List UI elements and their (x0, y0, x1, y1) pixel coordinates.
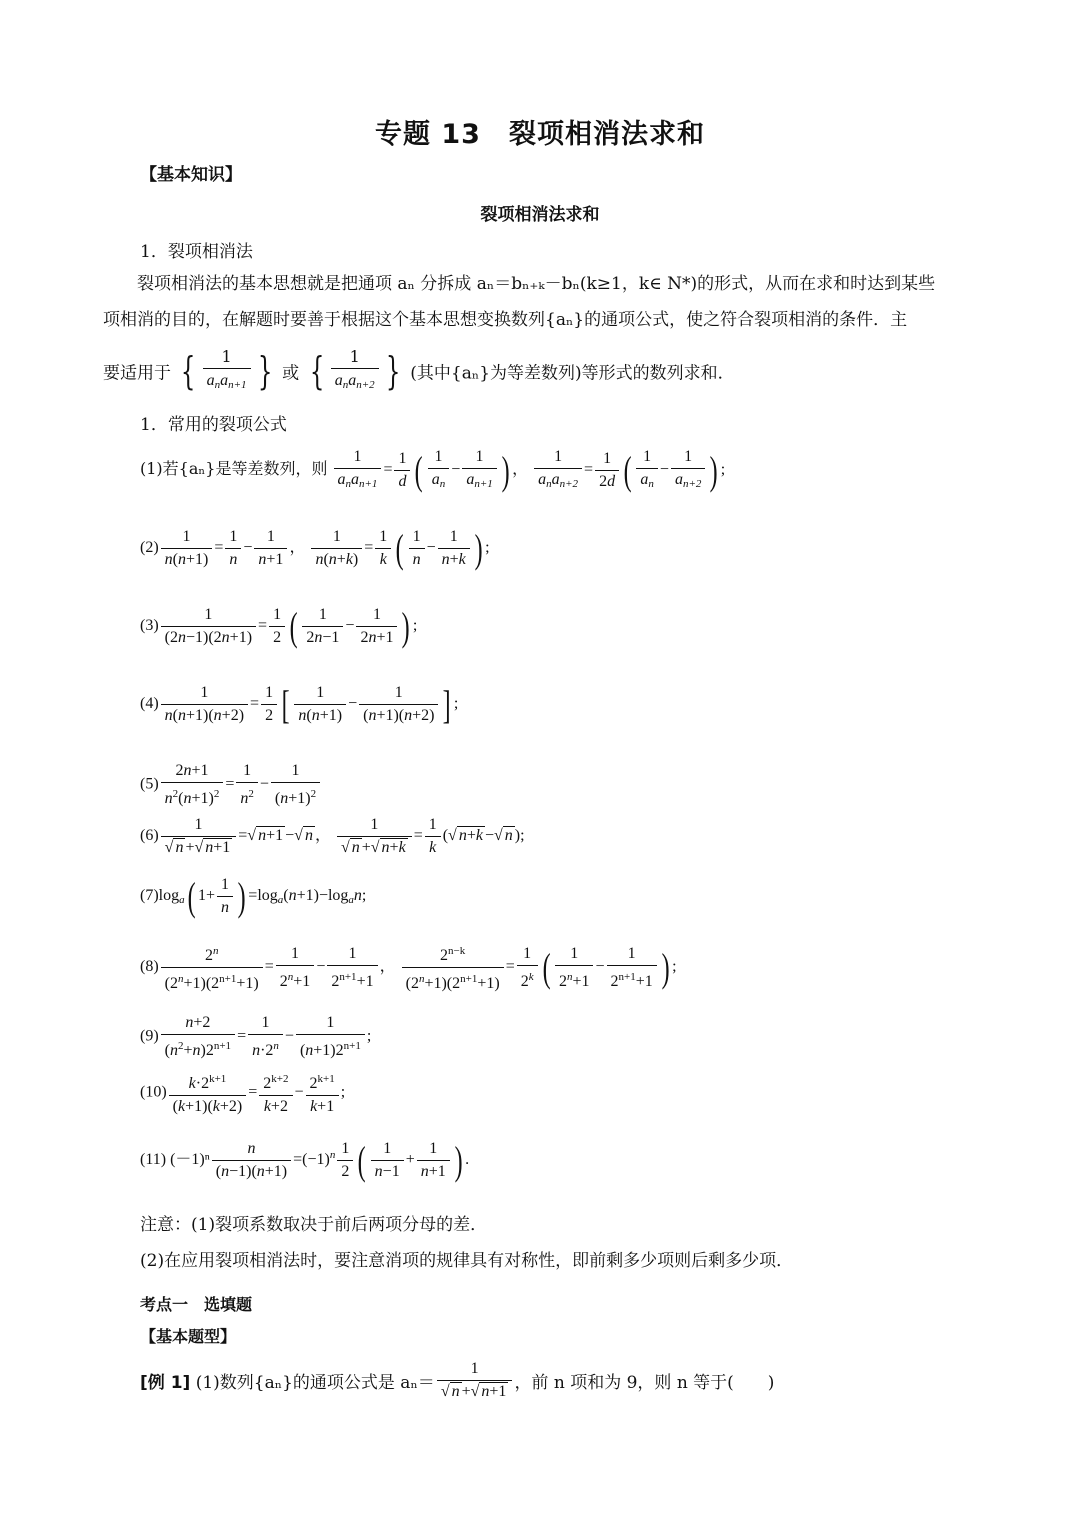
formula-4-label: (4) (140, 695, 159, 713)
intro-line-1: 裂项相消法的基本思想就是把通项 aₙ 分拆成 aₙ＝bₙ₊ₖ－bₙ(k≥1，k∈ N*)的形式，从而在求和时达到某些 (137, 274, 936, 294)
formula-11: (11) (－1)ⁿ $\frac{n}{(n-1)(n+1)}$ $=(-1)^n$ $\frac{1}{2}$ ( $\frac{1}{n-1}$ + $\frac{1}{n+1}$ ) . (140, 1137, 470, 1183)
intro-paragraph (103, 266, 979, 338)
example-label: [例 1] (140, 1373, 191, 1393)
page-title: 专题 13 裂项相消法求和 (375, 119, 705, 150)
formula-2: (2) $\frac{1}{n(n+1)}$ = $\frac{1}{n}$ − $\frac{1}{n+1}$ ， $\frac{1}{n(n+k)}$ = $\frac{1}{k}$ ( $\frac{1}{n}$ − $\frac{1}{n+k}$ ) ; (140, 525, 490, 571)
intro-line-3-pre: 要适用于 (103, 363, 171, 384)
formula-5-label: (5) (140, 775, 159, 793)
intro-line-3-post: (其中{aₙ}为等差数列)等形式的数列求和． (410, 363, 735, 384)
formula-10-label: (10) (140, 1083, 167, 1101)
heading-method: 1．裂项相消法 (140, 242, 253, 262)
formula-6: (6) $\frac{1}{√ n +√ n+1}$ =√ n+1 −√ n ， $\frac{1}{√ n +√ n+k}$ = $\frac{1}{k}$ (√ n+k −√ n ); (140, 816, 525, 856)
formula-6-label: (6) (140, 827, 159, 845)
formula-1: (1)若{aₙ}是等差数列，则 $\frac{1}{a_na_{n+1}}$ = $\frac{1}{d}$ ( $\frac{1}{a_n}$ − $\frac{1}{a_{n+1}}$ ) ， $\frac{1}{a_na_{n+2}}$ = $\frac{1}{2d}$ ( $\frac{1}{a_n}$ − $\frac{1}{a_{n+2}}$ ) ; (140, 447, 726, 493)
formula-10: (10) $\frac{k\cdot 2^{k+1}}{(k+1)(k+2)}$ = $\frac{2^{k+2}}{k+2}$ − $\frac{2^{k+1}}{k+1}$ ; (140, 1068, 345, 1118)
formula-8: (8) $\frac{2^n}{(2^n+1)(2^{n+1}+1)}$ = $\frac{1}{2^n+1}$ − $\frac{1}{2^{n+1}+1}$ ， $\frac{2^{n-k}}{(2^n+1)(2^{n+1}+1)}$ = $\frac{1}{2^k}$ ( $\frac{1}{2^n+1}$ − $\frac{1}{2^{n+1}+1}$ ) ; (140, 940, 677, 995)
formula-5: (5) $\frac{2n+1}{n^2(n+1)^2}$ = $\frac{1}{n^2}$ − $\frac{1}{(n+1)^2}$ (140, 760, 322, 810)
note-2: (2)在应用裂项相消法时，要注意消项的规律具有对称性，即前剩多少项则后剩多少项． (140, 1251, 794, 1271)
example-text-a: (1)数列{aₙ}的通项公式是 aₙ＝ (195, 1373, 435, 1393)
formula-3-label: (3) (140, 617, 159, 635)
section-label: 【基本知识】 (140, 165, 242, 185)
section-subtitle: 裂项相消法求和 (480, 205, 600, 225)
formula-2-label: (2) (140, 539, 159, 557)
formula-3: (3) $\frac{1}{(2n-1)(2n+1)}$ = $\frac{1}{2}$ ( $\frac{1}{2n-1}$ − $\frac{1}{2n+1}$ ) ; (140, 603, 418, 649)
formula-fraction: $\frac{1}{a_na_{n+2}}$ (331, 346, 379, 396)
formula-9-label: (9) (140, 1027, 159, 1045)
example-1: [例 1] (1)数列{aₙ}的通项公式是 aₙ＝ $\frac{1}{√ n +√ n+1}$ ，前 n 项和为 9，则 n 等于( ) (140, 1360, 775, 1400)
intro-line-2: 项相消的目的，在解题时要善于根据这个基本思想变换数列{aₙ}的通项公式，使之符合裂项相消的条件．主 (103, 310, 908, 330)
formula-11-label: (11) (－1)ⁿ (140, 1151, 210, 1169)
note-1: 注意：(1)裂项系数取决于前后两项分母的差． (140, 1215, 488, 1235)
formula-1-label: (1)若{aₙ}是等差数列，则 (140, 459, 328, 479)
type-label: 【基本题型】 (140, 1327, 237, 1346)
formula-7-label: (7) (140, 887, 159, 905)
formula-7: $(7)\log_a$( 1+ $\frac{1}{n}$ ) $=\log_a(n+1)-\log_an$; (140, 873, 367, 919)
formula-fraction: $\frac{1}{a_na_{n+1}}$ (203, 346, 251, 396)
kaodian-heading: 考点一 选填题 (140, 1295, 253, 1314)
intro-line-3: 要适用于 { $\frac{1}{a_na_{n+1}}$ } 或 { $\frac{1}{a_na_{n+2}}$ } (其中{aₙ}为等差数列)等形式的数列求和． (103, 346, 735, 396)
formula-8-label: (8) (140, 958, 159, 976)
formula-4: (4) $\frac{1}{n(n+1)(n+2)}$ = $\frac{1}{2}$ [ $\frac{1}{n(n+1)}$ − $\frac{1}{(n+1)(n+2)}$ ] ; (140, 681, 459, 727)
formula-9: (9) $\frac{n+2}{(n^2+n)2^{n+1}}$ = $\frac{1}{n\cdot 2^n}$ − $\frac{1}{(n+1)2^{n+1}}$ ; (140, 1014, 372, 1059)
example-text-b: ，前 n 项和为 9，则 n 等于( ) (514, 1373, 775, 1393)
intro-line-3-or: 或 (282, 363, 300, 384)
heading-formulas: 1．常用的裂项公式 (140, 415, 287, 435)
